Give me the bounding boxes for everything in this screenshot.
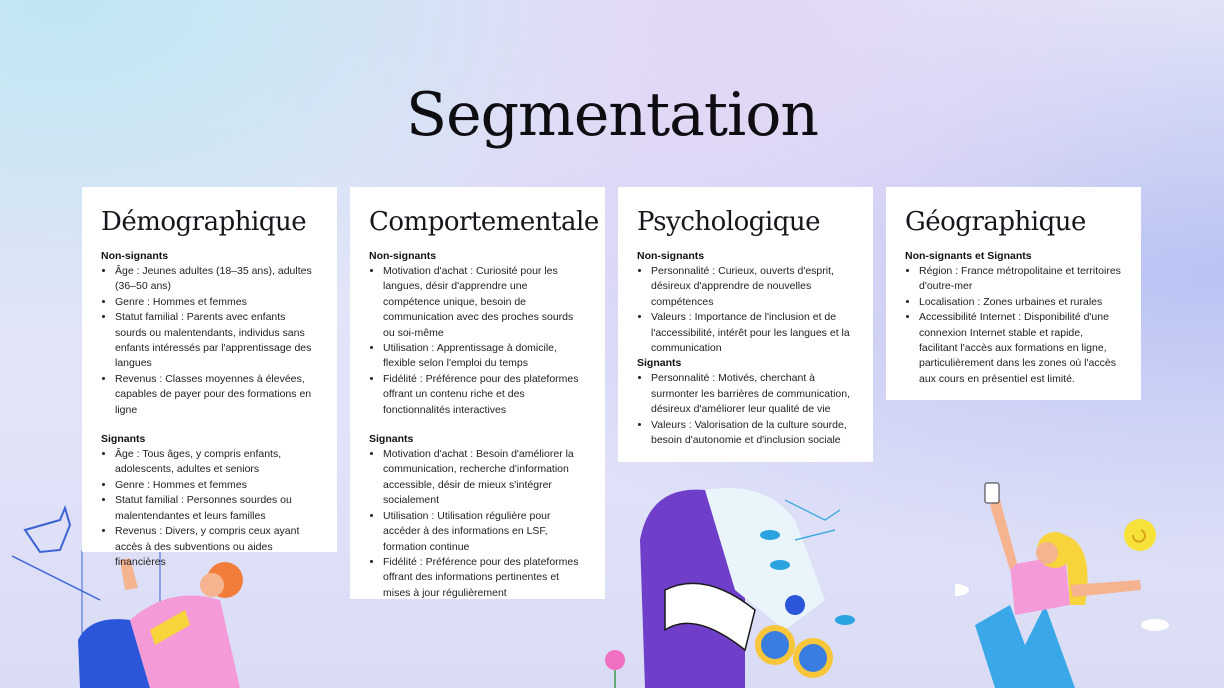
list-item: • Motivation d'achat : Curiosité pour les langues, désir d'apprendre une compétence unique, besoin de communication avec des proches sourds ou soi-même xyxy=(383,264,587,341)
card-demographique xyxy=(82,187,337,568)
list-item: • Statut familial : Personnes sourdes ou malentendantes et leurs familles xyxy=(115,493,319,524)
list-item: • Valeurs : Valorisation de la culture sourde, besoin d'autonomie et d'inclusion sociale xyxy=(651,418,855,449)
list-item: • Utilisation : Apprentissage à domicile, flexible selon l'emploi du temps xyxy=(383,341,587,372)
bullet-list xyxy=(905,264,1123,387)
bullet-list xyxy=(637,371,855,448)
list-item: • Personnalité : Curieux, ouverts d'esprit, désireux d'apprendre de nouvelles compétences xyxy=(651,264,855,310)
group-label: Non-signants xyxy=(369,250,437,262)
group-label: Signants xyxy=(369,433,414,446)
list-item: • Âge : Tous âges, y compris enfants, adolescents, adultes et seniors xyxy=(115,447,319,478)
list-item: • Statut familial : Parents avec enfants sourds ou malentendants, individus sans enfants intéressés par l'apprentissage des langues xyxy=(115,310,319,372)
card-heading: Géographique xyxy=(905,207,1086,237)
card-heading: Psychologique xyxy=(637,207,820,237)
bullet-list xyxy=(101,264,319,418)
group-label: Signants xyxy=(637,357,682,370)
illustration-right-person xyxy=(955,475,1195,688)
card-heading: Démographique xyxy=(101,207,307,237)
list-item: • Localisation : Zones urbaines et rurales xyxy=(919,295,1123,310)
list-item: • Personnalité : Motivés, cherchant à surmonter les barrières de communication, désireux d'améliorer leur qualité de vie xyxy=(651,371,855,417)
bullet-list xyxy=(369,447,587,601)
list-item: • Fidélité : Préférence pour des plateformes offrant des informations pertinentes et mises à jour régulièrement xyxy=(383,555,587,601)
card-psychologique xyxy=(618,187,873,462)
group-label: Non-signants et Signants xyxy=(905,250,1032,262)
list-item: • Revenus : Divers, y compris ceux ayant accès à des subventions ou aides financières xyxy=(115,524,319,570)
card-geographique xyxy=(886,187,1141,400)
list-item: • Motivation d'achat : Besoin d'améliorer la communication, recherche d'information accessible, désir de mieux s'intégrer socialement xyxy=(383,447,587,509)
slide-title: Segmentation xyxy=(405,80,818,150)
group-label: Signants xyxy=(101,433,146,446)
bullet-list xyxy=(369,264,587,418)
card-heading: Comportementale xyxy=(369,207,599,237)
illustration-center-person xyxy=(595,480,885,688)
list-item: • Âge : Jeunes adultes (18–35 ans), adultes (36–50 ans) xyxy=(115,264,319,295)
list-item: • Accessibilité Internet : Disponibilité d'une connexion Internet stable et rapide, facilitant l'accès aux formations en ligne, particulièrement dans les zones où l'accès aux cours en présentiel est limité. xyxy=(919,310,1123,387)
group-label: Non-signants xyxy=(637,250,705,262)
list-item: • Région : France métropolitaine et territoires d'outre-mer xyxy=(919,264,1123,295)
bullet-list xyxy=(101,447,319,570)
group-label: Non-signants xyxy=(101,250,169,262)
list-item: • Genre : Hommes et femmes xyxy=(115,478,319,493)
bullet-list xyxy=(637,264,855,356)
list-item: • Utilisation : Utilisation régulière pour accéder à des informations en LSF, formation continue xyxy=(383,509,587,555)
list-item: • Genre : Hommes et femmes xyxy=(115,295,319,310)
list-item: • Valeurs : Importance de l'inclusion et de l'accessibilité, intérêt pour les langues et la communication xyxy=(651,310,855,356)
card-comportementale xyxy=(350,187,605,599)
list-item: • Fidélité : Préférence pour des plateformes offrant un contenu riche et des fonctionnalités interactives xyxy=(383,372,587,418)
list-item: • Revenus : Classes moyennes à élevées, capables de payer pour des formations en ligne xyxy=(115,372,319,418)
